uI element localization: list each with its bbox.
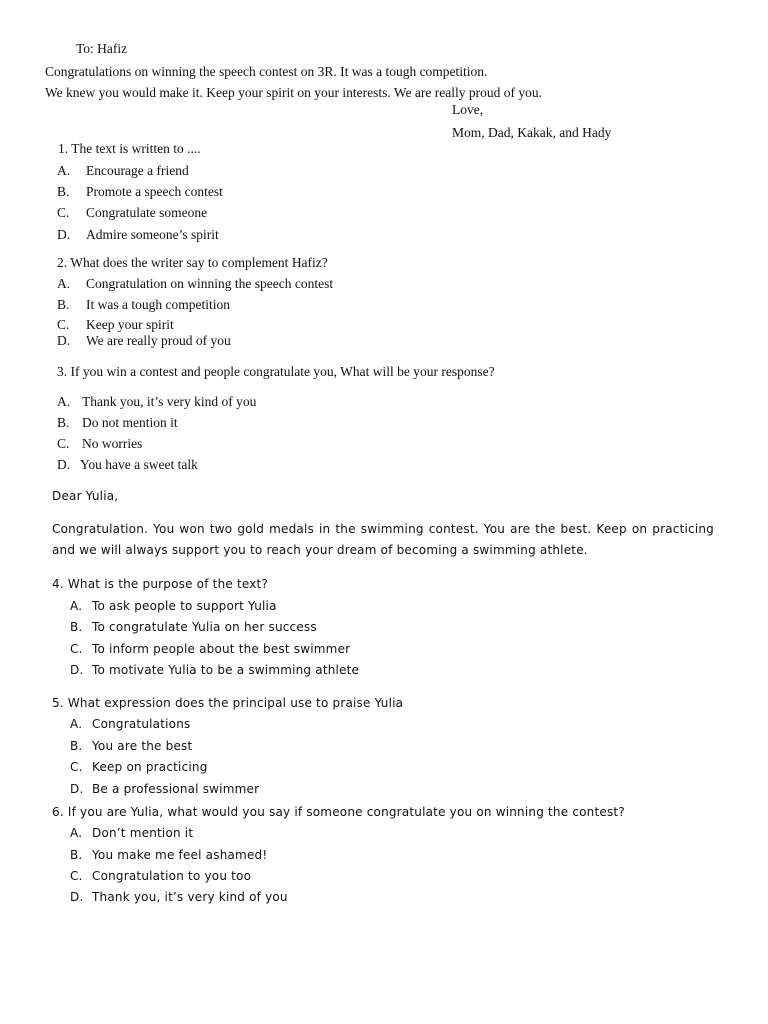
q5-option-b-letter: B.	[70, 739, 83, 753]
question-1: 1. The text is written to ....	[58, 141, 201, 156]
q4-option-d-letter: D.	[70, 663, 84, 677]
q3-option-a-letter: A.	[57, 394, 71, 409]
q4-option-a-letter: A.	[70, 599, 83, 613]
q6-option-d-letter: D.	[70, 890, 84, 904]
q2-option-d-text: We are really proud of you	[86, 333, 231, 348]
q4-option-a-text: To ask people to support Yulia	[92, 599, 277, 613]
letter1-line1: Congratulations on winning the speech contest on 3R. It was a tough competition.	[45, 64, 488, 79]
q6-option-c-text: Congratulation to you too	[92, 869, 252, 883]
q6-option-b-letter: B.	[70, 848, 83, 862]
q5-option-b-text: You are the best	[92, 739, 193, 753]
letter1-closing: Love,	[452, 102, 484, 117]
q1-option-c-text: Congratulate someone	[86, 205, 208, 220]
q3-option-b-letter: B.	[57, 415, 70, 430]
q2-option-b-letter: B.	[57, 297, 70, 312]
q2-option-d-letter: D.	[57, 333, 71, 348]
q5-option-c-text: Keep on practicing	[92, 760, 208, 774]
q4-option-c-letter: C.	[70, 642, 83, 656]
q5-option-a-text: Congratulations	[92, 717, 191, 731]
question-4: 4. What is the purpose of the text?	[52, 577, 269, 591]
letter2-greeting: Dear Yulia,	[52, 489, 119, 503]
q1-option-a-text: Encourage a friend	[86, 163, 189, 178]
q2-option-b-text: It was a tough competition	[86, 297, 230, 312]
q4-option-b-letter: B.	[70, 620, 83, 634]
letter1-signature: Mom, Dad, Kakak, and Hady	[452, 125, 612, 140]
q1-option-b-letter: B.	[57, 184, 70, 199]
q6-option-a-text: Don’t mention it	[92, 826, 194, 840]
q3-option-c-text: No worries	[82, 436, 143, 451]
q2-option-a-text: Congratulation on winning the speech contest	[86, 276, 334, 291]
letter1-recipient: To: Hafiz	[76, 41, 128, 56]
question-2: 2. What does the writer say to complement Hafiz?	[57, 255, 328, 270]
q5-option-c-letter: C.	[70, 760, 83, 774]
q3-option-c-letter: C.	[57, 436, 70, 451]
q4-option-c-text: To inform people about the best swimmer	[92, 642, 351, 656]
q3-option-a-text: Thank you, it’s very kind of you	[82, 394, 257, 409]
q2-option-c-text: Keep your spirit	[86, 317, 174, 332]
q6-option-b-text: You make me feel ashamed!	[92, 848, 268, 862]
q4-option-d-text: To motivate Yulia to be a swimming athlete	[92, 663, 360, 677]
q3-option-d-text: You have a sweet talk	[80, 457, 198, 472]
question-3: 3. If you win a contest and people congratulate you, What will be your response?	[57, 364, 495, 379]
q6-option-d-text: Thank you, it’s very kind of you	[92, 890, 288, 904]
q5-option-d-letter: D.	[70, 782, 84, 796]
q1-option-c-letter: C.	[57, 205, 70, 220]
q1-option-b-text: Promote a speech contest	[86, 184, 223, 199]
q5-option-d-text: Be a professional swimmer	[92, 782, 260, 796]
q1-option-d-letter: D.	[57, 227, 71, 242]
q3-option-d-letter: D.	[57, 457, 71, 472]
q1-option-d-text: Admire someone’s spirit	[86, 227, 219, 242]
q2-option-a-letter: A.	[57, 276, 71, 291]
q1-option-a-letter: A.	[57, 163, 71, 178]
q4-option-b-text: To congratulate Yulia on her success	[92, 620, 317, 634]
question-6: 6. If you are Yulia, what would you say if someone congratulate you on winning the contest?	[52, 805, 625, 819]
q5-option-a-letter: A.	[70, 717, 83, 731]
q2-option-c-letter: C.	[57, 317, 70, 332]
letter1-line2: We knew you would make it. Keep your spirit on your interests. We are really proud of you.	[45, 85, 542, 100]
q3-option-b-text: Do not mention it	[82, 415, 178, 430]
q6-option-a-letter: A.	[70, 826, 83, 840]
letter2-body: Congratulation. You won two gold medals in the swimming contest. You are the best. Keep on practicing and we will always support you to reach your dream of becoming a swimming athlete.	[52, 522, 714, 557]
q6-option-c-letter: C.	[70, 869, 83, 883]
question-5: 5. What expression does the principal use to praise Yulia	[52, 696, 404, 710]
